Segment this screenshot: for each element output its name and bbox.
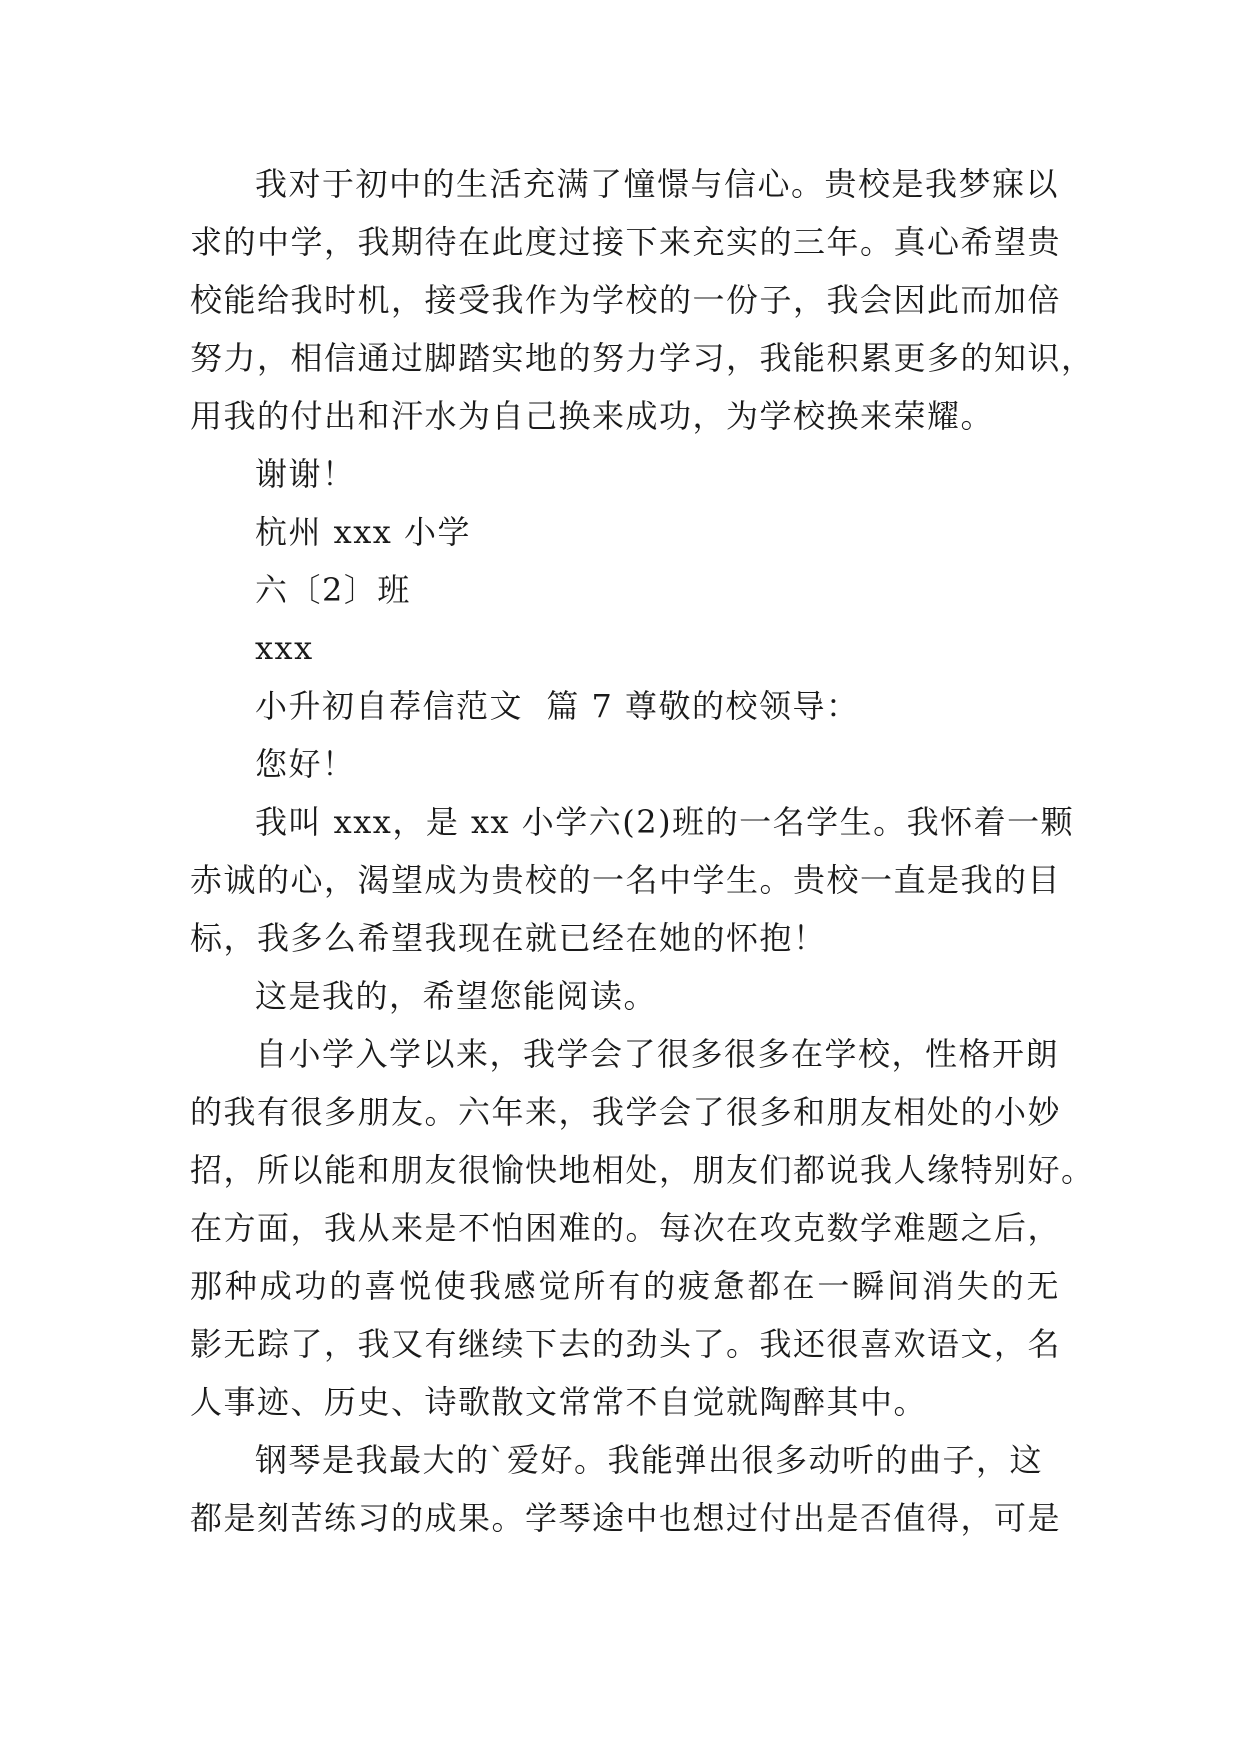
- text-line: 的我有很多朋友。六年来，我学会了很多和朋友相处的小妙: [190, 1093, 1062, 1131]
- text-line: 在方面，我从来是不怕困难的。每次在攻克数学难题之后，: [190, 1209, 1062, 1247]
- text-line: 赤诚的心，渴望成为贵校的一名中学生。贵校一直是我的目: [190, 861, 1062, 899]
- text-line: 求的中学，我期待在此度过接下来充实的三年。真心希望贵: [190, 223, 1062, 261]
- section-heading: 小升初自荐信范文 篇 7 尊敬的校领导：: [255, 687, 860, 725]
- text-line: 我对于初中的生活充满了憧憬与信心。贵校是我梦寐以: [255, 165, 1060, 203]
- text-line: 杭州 xxx 小学: [255, 513, 471, 551]
- text-line: 六〔2〕班: [255, 571, 411, 609]
- text-line: 努力，相信通过脚踏实地的努力学习，我能积累更多的知识，: [190, 339, 1095, 377]
- text-line: 校能给我时机，接受我作为学校的一份子，我会因此而加倍: [190, 281, 1062, 319]
- text-line: 这是我的，希望您能阅读。: [255, 977, 658, 1015]
- text-line: 都是刻苦练习的成果。学琴途中也想过付出是否值得，可是: [190, 1499, 1062, 1537]
- text-line: 我叫 xxx，是 xx 小学六(2)班的一名学生。我怀着一颗: [255, 803, 1075, 841]
- text-line: 人事迹、历史、诗歌散文常常不自觉就陶醉其中。: [190, 1383, 928, 1421]
- text-line: 您好！: [255, 745, 356, 783]
- text-line: 用我的付出和汗水为自己换来成功，为学校换来荣耀。: [190, 397, 995, 435]
- text-line: 影无踪了，我又有继续下去的劲头了。我还很喜欢语文，名: [190, 1325, 1062, 1363]
- text-line: 自小学入学以来，我学会了很多很多在学校，性格开朗: [255, 1035, 1060, 1073]
- text-line: 招，所以能和朋友很愉快地相处，朋友们都说我人缘特别好。: [190, 1151, 1095, 1189]
- text-line: 标，我多么希望我现在就已经在她的怀抱！: [190, 919, 827, 957]
- text-line: 钢琴是我最大的`爱好。我能弹出很多动听的曲子，这: [255, 1441, 1044, 1479]
- text-line: xxx: [255, 629, 314, 667]
- text-line: 那种成功的喜悦使我感觉所有的疲惫都在一瞬间消失的无: [190, 1267, 1060, 1305]
- text-line: 谢谢！: [255, 455, 356, 493]
